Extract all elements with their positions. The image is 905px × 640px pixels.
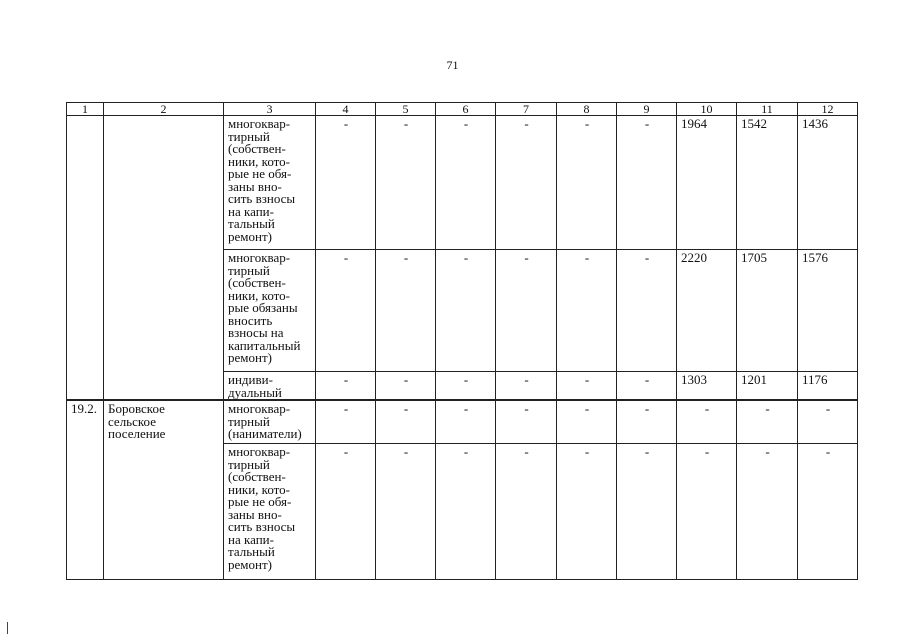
scan-edge-mark (7, 622, 8, 634)
column-header: 12 (798, 103, 858, 116)
value-cell: - (617, 400, 677, 444)
data-table (66, 102, 858, 580)
column-header: 11 (737, 103, 798, 116)
column-header: 1 (67, 103, 104, 116)
value-cell: - (496, 250, 557, 372)
value-cell: - (617, 250, 677, 372)
value-cell: - (316, 116, 376, 250)
housing-type-cell: многоквар- тирный (наниматели) (224, 400, 316, 444)
table-row (67, 116, 858, 250)
value-cell: 1303 (677, 372, 737, 401)
value-cell: - (376, 372, 436, 401)
value-cell: - (316, 444, 376, 580)
value-cell: - (436, 372, 496, 401)
column-header: 4 (316, 103, 376, 116)
value-cell: 1964 (677, 116, 737, 250)
value-cell: - (557, 444, 617, 580)
column-header: 8 (557, 103, 617, 116)
value-cell: - (316, 250, 376, 372)
table-header-row (67, 103, 858, 116)
page-number: 71 (446, 58, 459, 72)
value-cell: - (376, 400, 436, 444)
table-row (67, 400, 858, 444)
value-cell: 1542 (737, 116, 798, 250)
column-header: 6 (436, 103, 496, 116)
value-cell: - (798, 400, 858, 444)
value-cell: - (677, 400, 737, 444)
value-cell: - (376, 444, 436, 580)
value-cell: - (617, 372, 677, 401)
value-cell: 2220 (677, 250, 737, 372)
housing-type-cell: индиви- дуальный (224, 372, 316, 401)
value-cell: - (436, 444, 496, 580)
value-cell: - (316, 372, 376, 401)
value-cell: - (557, 400, 617, 444)
value-cell: - (617, 444, 677, 580)
value-cell: - (376, 116, 436, 250)
value-cell: - (496, 400, 557, 444)
column-header: 3 (224, 103, 316, 116)
row-number-cell (67, 116, 104, 401)
value-cell: 1705 (737, 250, 798, 372)
value-cell: - (316, 400, 376, 444)
value-cell: - (436, 116, 496, 250)
value-cell: - (436, 400, 496, 444)
column-header: 2 (104, 103, 224, 116)
value-cell: - (436, 250, 496, 372)
value-cell: 1436 (798, 116, 858, 250)
value-cell: 1576 (798, 250, 858, 372)
housing-type-cell: многоквар- тирный (собствен- ники, кото- рые не обя- заны вно- сить взносы на капи- тальный ремонт) (224, 444, 316, 580)
value-cell: - (737, 400, 798, 444)
value-cell: - (677, 444, 737, 580)
settlement-cell: Боровское сельское поселение (104, 400, 224, 580)
row-number-cell: 19.2. (67, 400, 104, 580)
value-cell: - (496, 116, 557, 250)
column-header: 7 (496, 103, 557, 116)
value-cell: - (496, 444, 557, 580)
housing-type-cell: многоквар- тирный (собствен- ники, кото- рые не обя- заны вно- сить взносы на капи- тальный ремонт) (224, 116, 316, 250)
value-cell: - (798, 444, 858, 580)
value-cell: - (557, 250, 617, 372)
value-cell: - (376, 250, 436, 372)
settlement-cell (104, 116, 224, 401)
housing-type-cell: многоквар- тирный (собствен- ники, кото- рые обязаны вносить взносы на капитальный ремонт) (224, 250, 316, 372)
value-cell: 1176 (798, 372, 858, 401)
value-cell: - (617, 116, 677, 250)
column-header: 10 (677, 103, 737, 116)
value-cell: - (496, 372, 557, 401)
value-cell: 1201 (737, 372, 798, 401)
column-header: 5 (376, 103, 436, 116)
value-cell: - (557, 116, 617, 250)
column-header: 9 (617, 103, 677, 116)
value-cell: - (737, 444, 798, 580)
value-cell: - (557, 372, 617, 401)
